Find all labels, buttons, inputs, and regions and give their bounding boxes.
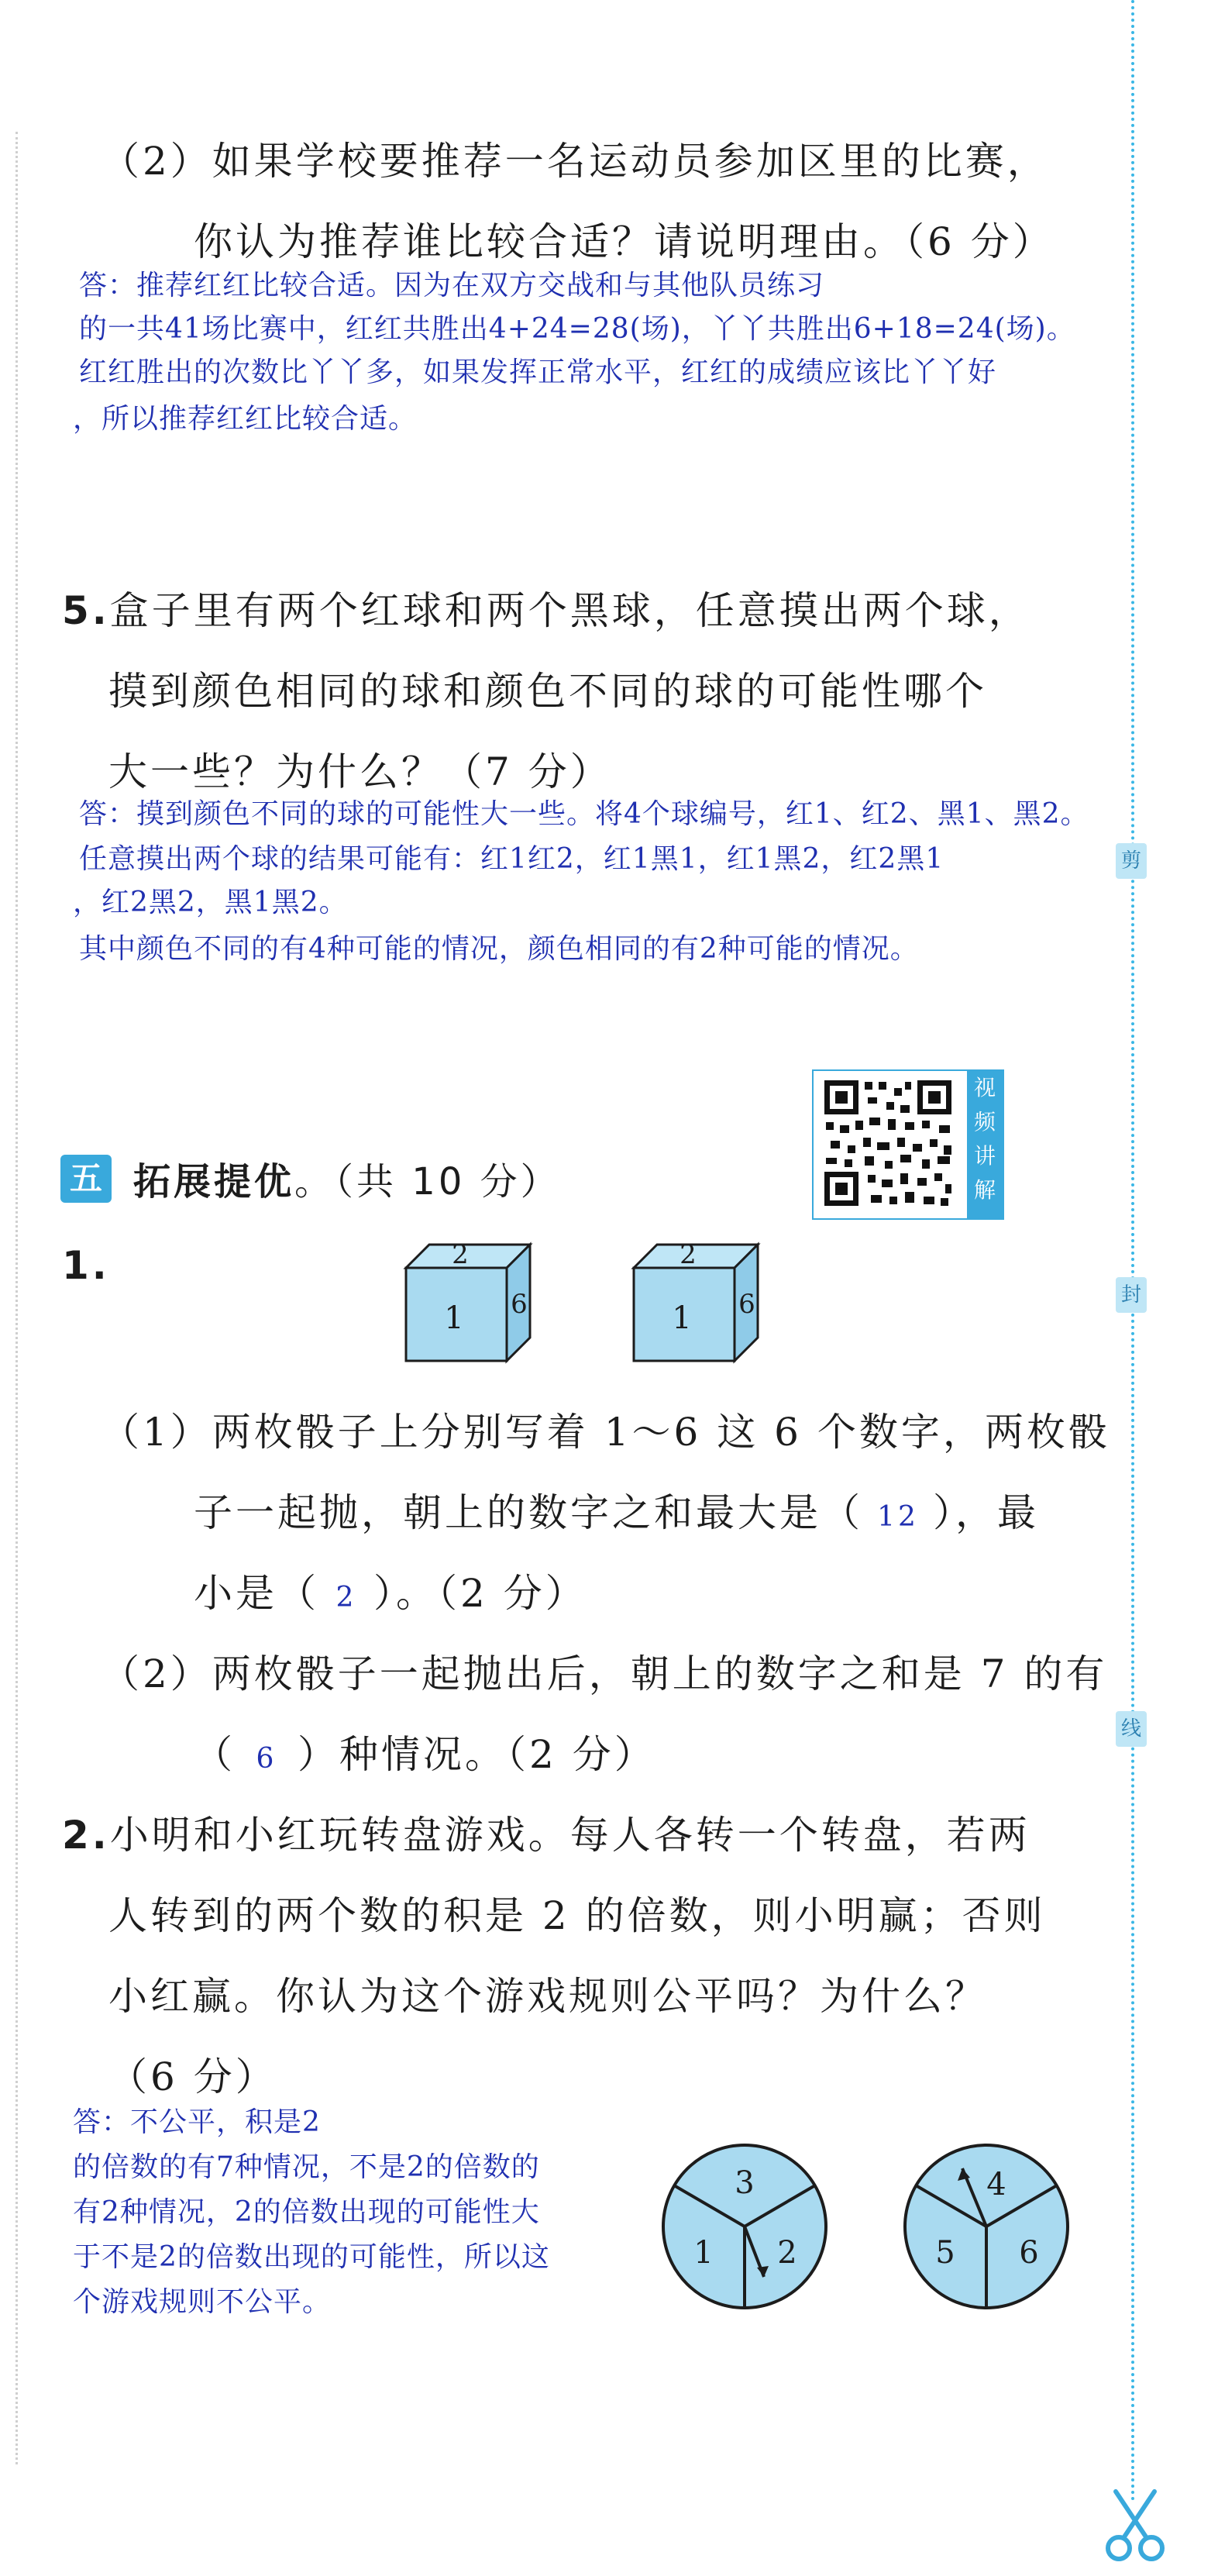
s2-answer-line4: 于不是2的倍数出现的可能性，所以这 (73, 2241, 550, 2273)
q4-answer-line2: 的一共41场比赛中，红红共胜出4+24=28(场)，丫丫共胜出6+18=24(场)。 (79, 313, 1075, 345)
scissors-icon (1100, 2488, 1170, 2565)
s1-p1-line2: 子一起抛，朝上的数字之和最大是（ 12 ），最 (194, 1490, 1039, 1535)
s2-number: 2. (62, 1813, 110, 1858)
q4-answer-line4: ，所以推荐红红比较合适。 (73, 403, 418, 435)
spinner-2 (897, 2137, 1075, 2316)
cut-line (1131, 0, 1134, 2503)
die-1-top: 2 (452, 1239, 469, 1270)
s2-text-line1: 2.小明和小红玩转盘游戏。每人各转一个转盘，若两 (62, 1813, 1030, 1858)
die-2-side: 6 (738, 1289, 755, 1320)
s2-text-line4: （6 分） (108, 2054, 277, 2099)
q5-text-line1: 5.盒子里有两个红球和两个黑球，任意摸出两个球， (62, 588, 1030, 633)
qr-video-label: 视 频 讲 解 (967, 1071, 1003, 1218)
spinner-2-label-right: 6 (1019, 2235, 1039, 2271)
side-mark-cut: 剪 (1116, 843, 1147, 879)
die-2-front: 1 (672, 1300, 692, 1336)
q5-text-line2: 摸到颜色相同的球和颜色不同的球的可能性哪个 (108, 669, 987, 714)
die-2 (626, 1237, 766, 1369)
s1-p2-answer: 6 (256, 1743, 277, 1775)
section-badge: 五 (60, 1155, 112, 1203)
s2-text-line3: 小红赢。你认为这个游戏规则公平吗？为什么？ (108, 1974, 987, 2019)
s2-answer-line5: 个游戏规则不公平。 (73, 2286, 332, 2318)
s2-answer-line3: 有2种情况，2的倍数出现的可能性大 (73, 2196, 540, 2228)
spinner-1 (655, 2137, 834, 2316)
s1-p2-line1: （2）两枚骰子一起抛出后，朝上的数字之和是 7 的有 (101, 1651, 1108, 1696)
section-title: 拓展提优。（共 10 分） (133, 1160, 561, 1204)
s2-text-line2: 人转到的两个数的积是 2 的倍数，则小明赢；否则 (108, 1893, 1046, 1938)
q5-answer-line1: 答：摸到颜色不同的球的可能性大一些。将4个球编号，红1、红2、黑1、黑2。 (79, 798, 1089, 830)
s1-number: 1. (62, 1243, 110, 1288)
side-mark-line: 线 (1116, 1711, 1147, 1747)
spinner-1-label-right: 2 (777, 2235, 797, 2271)
q5-number: 5. (62, 588, 110, 633)
q4-answer-line1: 答：推荐红红比较合适。因为在双方交战和与其他队员练习 (79, 270, 825, 301)
s2-answer-line1: 答：不公平，积是2 (73, 2106, 321, 2138)
qr-code-graphic (814, 1071, 961, 1215)
video-qr-code[interactable] (812, 1069, 1004, 1220)
s1-answer-min: 2 (335, 1582, 357, 1613)
q5-answer-line2: 任意摸出两个球的结果可能有：红1红2，红1黑1，红1黑2，红2黑1 (79, 843, 944, 875)
s1-p1-line1: （1）两枚骰子上分别写着 1～6 这 6 个数字，两枚骰 (101, 1410, 1110, 1455)
q5-answer-line3: ，红2黑2，黑1黑2。 (73, 887, 348, 918)
side-mark-seal: 封 (1116, 1277, 1147, 1313)
q4-answer-line3: 红红胜出的次数比丫丫多，如果发挥正常水平，红红的成绩应该比丫丫好 (79, 356, 997, 388)
spinner-2-label-top: 4 (986, 2167, 1006, 2202)
die-1 (398, 1237, 538, 1369)
s1-answer-max: 12 (877, 1501, 919, 1533)
q5-answer-line4: 其中颜色不同的有4种可能的情况，颜色相同的有2种可能的情况。 (79, 933, 919, 965)
s1-p1-line3: 小是（ 2 ）。（2 分） (194, 1571, 587, 1616)
die-2-top: 2 (680, 1239, 697, 1270)
spinner-1-label-top: 3 (735, 2165, 755, 2201)
q5-text-line3: 大一些？为什么？（7 分） (108, 749, 612, 794)
q4-part2-line2: 你认为推荐谁比较合适？请说明理由。（6 分） (194, 219, 1055, 264)
s2-answer-line2: 的倍数的有7种情况，不是2的倍数的 (73, 2151, 540, 2183)
q4-part2-line1: （2）如果学校要推荐一名运动员参加区里的比赛， (101, 139, 1049, 184)
die-1-front: 1 (444, 1300, 464, 1336)
die-1-side: 6 (511, 1289, 528, 1320)
s1-p2-line2: （ 6 ）种情况。（2 分） (194, 1732, 656, 1777)
spinner-2-label-left: 5 (935, 2235, 955, 2271)
left-margin-line (15, 132, 18, 2464)
spinner-1-label-left: 1 (693, 2235, 714, 2271)
